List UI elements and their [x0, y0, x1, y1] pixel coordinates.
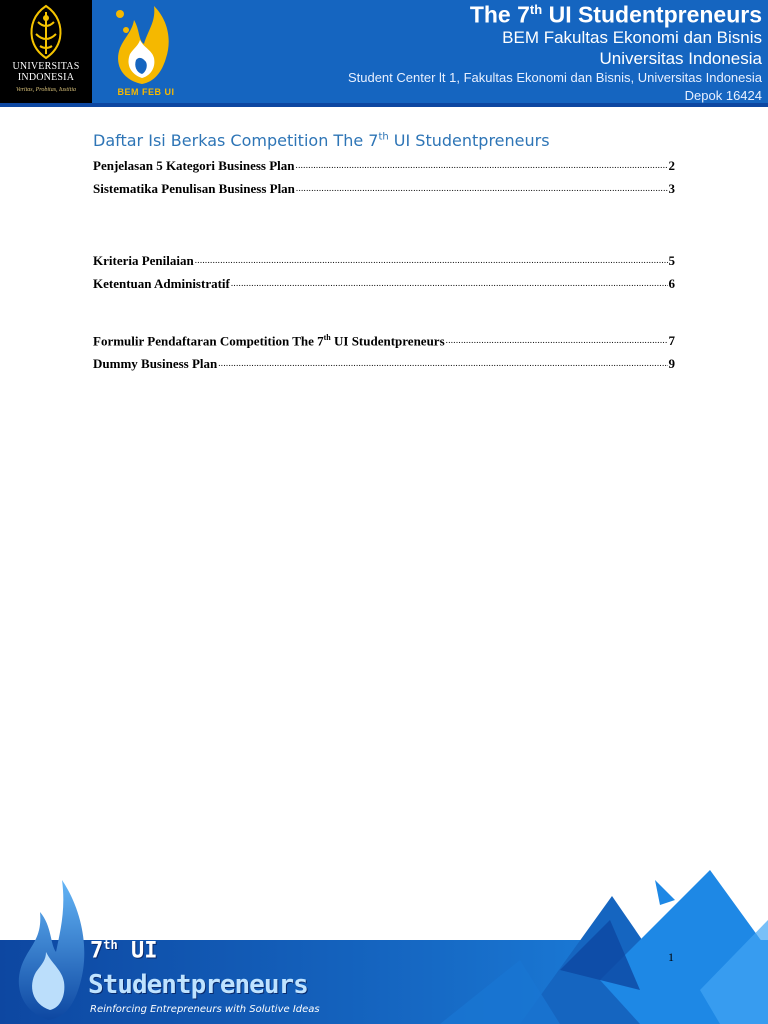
header-university: Universitas Indonesia	[599, 48, 762, 68]
toc-entry-page: 9	[668, 356, 675, 371]
ui-logo-motto: Veritas, Probitas, Iustitia	[15, 87, 77, 93]
toc-leader-dots	[195, 251, 668, 265]
footer-tagline: Reinforcing Entrepreneurs with Solutive Ideas	[90, 1004, 320, 1015]
universitas-indonesia-logo	[0, 0, 92, 103]
toc-entry[interactable]	[93, 274, 675, 292]
toc-leader-dots	[296, 156, 668, 170]
toc-entry-page: 7	[668, 333, 675, 348]
page-number: 1	[668, 950, 674, 964]
toc-entry-page: 6	[668, 276, 675, 291]
bem-flame-icon	[96, 0, 188, 88]
ui-logo-name-line2: INDONESIA	[17, 72, 75, 83]
toc-entry-label: Kriteria Penilaian	[93, 253, 194, 268]
header-divider	[0, 103, 768, 107]
toc-entry-page: 5	[668, 253, 675, 268]
toc-entry-page: 2	[668, 158, 675, 173]
document-header	[0, 0, 768, 107]
toc-entry[interactable]	[93, 156, 675, 174]
toc-entry-label: Penjelasan 5 Kategori Business Plan	[93, 158, 295, 173]
header-address: Student Center lt 1, Fakultas Ekonomi dan Bisnis, Universitas Indonesia	[347, 69, 762, 85]
footer-brand-name: Studentpreneurs	[88, 970, 308, 1000]
toc-entry-page: 3	[668, 181, 675, 196]
toc-entry-label: Dummy Business Plan	[93, 356, 218, 371]
header-city: Depok 16424	[684, 87, 762, 103]
bem-logo-text: BEM FEB UI	[117, 87, 175, 97]
header-title: The 7th UI Studentpreneurs	[469, 1, 762, 28]
toc-leader-dots	[296, 179, 668, 193]
header-faculty: BEM Fakultas Ekonomi dan Bisnis	[502, 27, 762, 47]
toc-leader-dots	[218, 354, 667, 368]
header-text-block	[348, 0, 762, 105]
toc-entry[interactable]	[93, 251, 675, 269]
toc-entry[interactable]	[93, 354, 675, 372]
makara-crest-icon	[26, 4, 66, 60]
toc-entry-label: Ketentuan Administratif	[93, 276, 230, 291]
toc-entry-label: Sistematika Penulisan Business Plan	[93, 181, 295, 196]
toc-leader-dots	[231, 274, 668, 288]
toc-entry[interactable]	[93, 331, 675, 349]
toc-leader-dots	[446, 331, 668, 345]
bem-feb-ui-logo	[96, 0, 188, 103]
footer-brand-7th: 7th UI	[90, 938, 158, 964]
ui-logo-name-line1: UNIVERSITAS	[12, 61, 80, 72]
toc-entry-label: Formulir Pendaftaran Competition The 7th UI Studentpreneurs	[93, 332, 445, 348]
toc-entry[interactable]	[93, 179, 675, 197]
toc-title: Daftar Isi Berkas Competition The 7th UI Studentpreneurs	[93, 131, 550, 150]
